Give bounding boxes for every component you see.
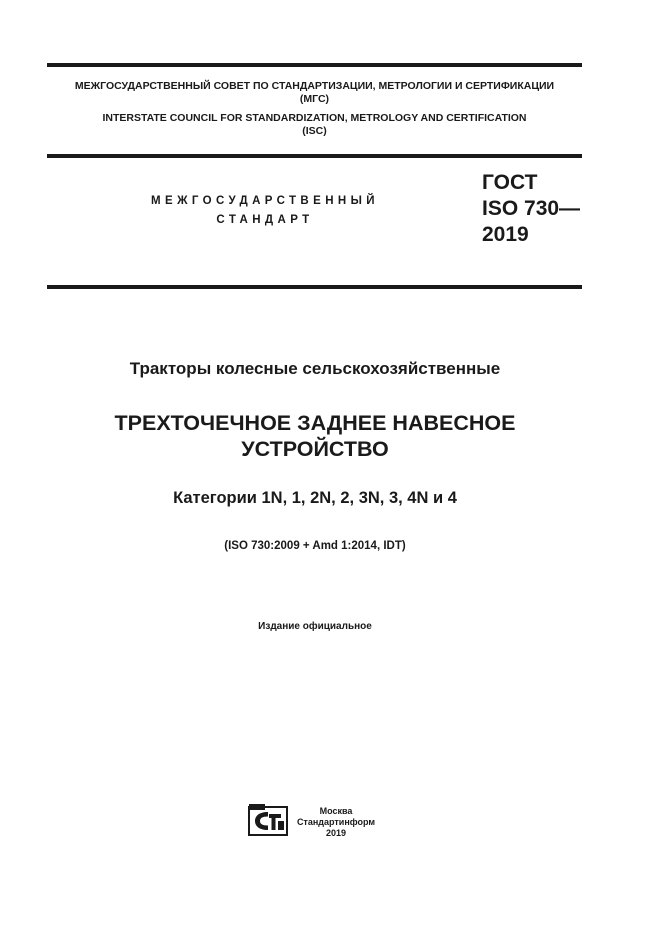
publisher-name: Стандартинформ xyxy=(296,817,376,827)
document-title-line2: УСТРОЙСТВО xyxy=(241,437,389,461)
lower-rule xyxy=(47,285,582,289)
standard-label-line1: МЕЖГОСУДАРСТВЕННЫЙ xyxy=(151,195,379,207)
gost-year: 2019 xyxy=(482,223,529,246)
gost-number: ISO 730— xyxy=(482,197,581,220)
council-ru-abbr: (МГС) xyxy=(299,93,330,105)
gost-label: ГОСТ xyxy=(482,171,538,194)
document-title xyxy=(0,410,630,462)
gost-designation xyxy=(482,170,580,248)
standard-label-line2: СТАНДАРТ xyxy=(216,214,314,226)
iso-reference: (ISO 730:2009 + Amd 1:2014, IDT) xyxy=(224,540,406,552)
council-en-abbr: (ISC) xyxy=(302,125,327,137)
edition-label: Издание официальное xyxy=(258,621,372,632)
council-en-block xyxy=(47,112,582,138)
publisher-city: Москва xyxy=(319,806,353,816)
publisher-block xyxy=(296,806,376,839)
categories-line: Категории 1N, 1, 2N, 2, 3N, 3, 4N и 4 xyxy=(173,489,457,507)
council-ru-name: МЕЖГОСУДАРСТВЕННЫЙ СОВЕТ ПО СТАНДАРТИЗАЦИИ, МЕТРОЛОГИИ И СЕРТИФИКАЦИИ xyxy=(74,80,555,92)
document-subtitle: Тракторы колесные сельскохозяйственные xyxy=(129,359,501,378)
middle-rule xyxy=(47,154,582,158)
top-rule xyxy=(47,63,582,67)
publisher-year: 2019 xyxy=(325,828,347,838)
council-ru-block xyxy=(47,80,582,106)
standartinform-logo-icon xyxy=(248,803,288,837)
council-en-name: INTERSTATE COUNCIL FOR STANDARDIZATION, METROLOGY AND CERTIFICATION xyxy=(102,112,527,124)
document-title-line1: ТРЕХТОЧЕЧНОЕ ЗАДНЕЕ НАВЕСНОЕ xyxy=(114,411,516,435)
